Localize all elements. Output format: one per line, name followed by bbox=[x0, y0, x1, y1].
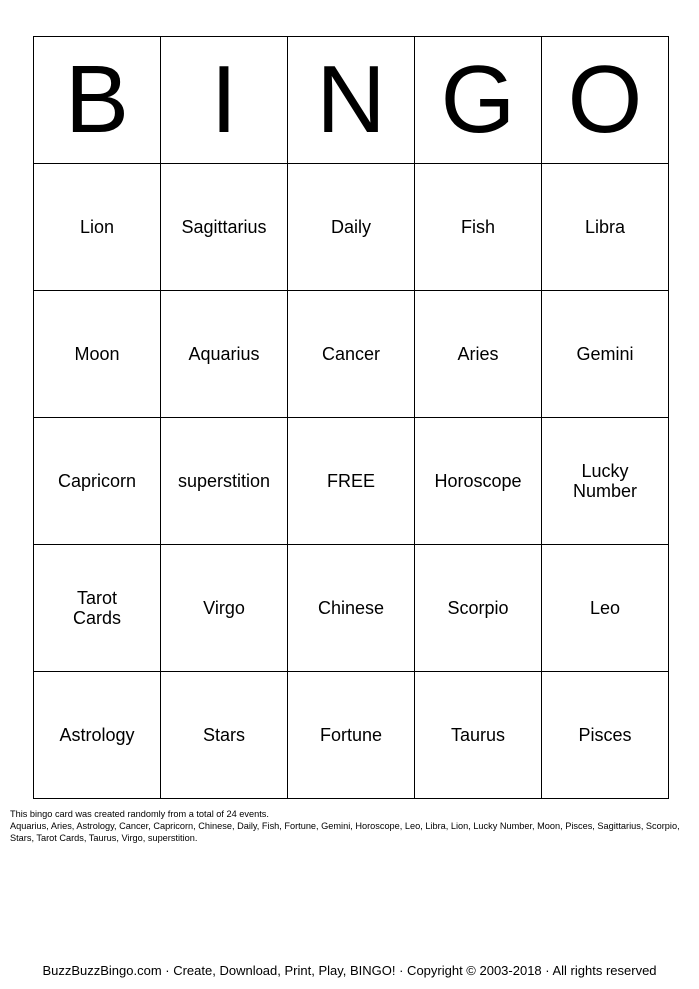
bingo-card bbox=[33, 36, 669, 799]
bingo-header-row bbox=[34, 37, 669, 164]
bingo-row bbox=[34, 291, 669, 418]
bingo-cell: Gemini bbox=[542, 291, 669, 418]
bingo-row bbox=[34, 545, 669, 672]
header-letter-o: O bbox=[542, 37, 669, 164]
bingo-cell: Tarot Cards bbox=[34, 545, 161, 672]
event-list: Aquarius, Aries, Astrology, Cancer, Capricorn, Chinese, Daily, Fish, Fortune, Gemini, Horoscope, Leo, Libra, Lion, Lucky Number, Moon, Pisces, Sagittarius, Scorpio, Stars, Tarot Cards, Taurus, Virgo, superstition. bbox=[10, 821, 680, 843]
bingo-cell: superstition bbox=[161, 418, 288, 545]
bingo-cell: Moon bbox=[34, 291, 161, 418]
bingo-cell: Horoscope bbox=[415, 418, 542, 545]
bingo-cell: Cancer bbox=[288, 291, 415, 418]
bingo-cell: Fortune bbox=[288, 672, 415, 799]
bingo-cell: Virgo bbox=[161, 545, 288, 672]
bingo-cell: Chinese bbox=[288, 545, 415, 672]
bingo-cell: Daily bbox=[288, 164, 415, 291]
bingo-cell: Pisces bbox=[542, 672, 669, 799]
bingo-cell: Aries bbox=[415, 291, 542, 418]
bingo-row bbox=[34, 164, 669, 291]
card-note bbox=[10, 808, 690, 844]
bingo-row bbox=[34, 418, 669, 545]
header-letter-b: B bbox=[34, 37, 161, 164]
header-letter-i: I bbox=[161, 37, 288, 164]
footer-copyright: BuzzBuzzBingo.com · Create, Download, Print, Play, BINGO! · Copyright © 2003-2018 · All rights reserved bbox=[42, 963, 657, 978]
bingo-cell: Capricorn bbox=[34, 418, 161, 545]
bingo-row bbox=[34, 672, 669, 799]
bingo-cell: Leo bbox=[542, 545, 669, 672]
bingo-cell: Lion bbox=[34, 164, 161, 291]
bingo-cell: Scorpio bbox=[415, 545, 542, 672]
bingo-cell: Lucky Number bbox=[542, 418, 669, 545]
event-count-note: This bingo card was created randomly from a total of 24 events. bbox=[10, 809, 269, 819]
bingo-cell: Libra bbox=[542, 164, 669, 291]
header-letter-n: N bbox=[288, 37, 415, 164]
bingo-cell: Fish bbox=[415, 164, 542, 291]
bingo-cell: Taurus bbox=[415, 672, 542, 799]
bingo-cell: Sagittarius bbox=[161, 164, 288, 291]
bingo-cell: Stars bbox=[161, 672, 288, 799]
header-letter-g: G bbox=[415, 37, 542, 164]
bingo-cell: Astrology bbox=[34, 672, 161, 799]
free-space-cell: FREE bbox=[288, 418, 415, 545]
bingo-cell: Aquarius bbox=[161, 291, 288, 418]
